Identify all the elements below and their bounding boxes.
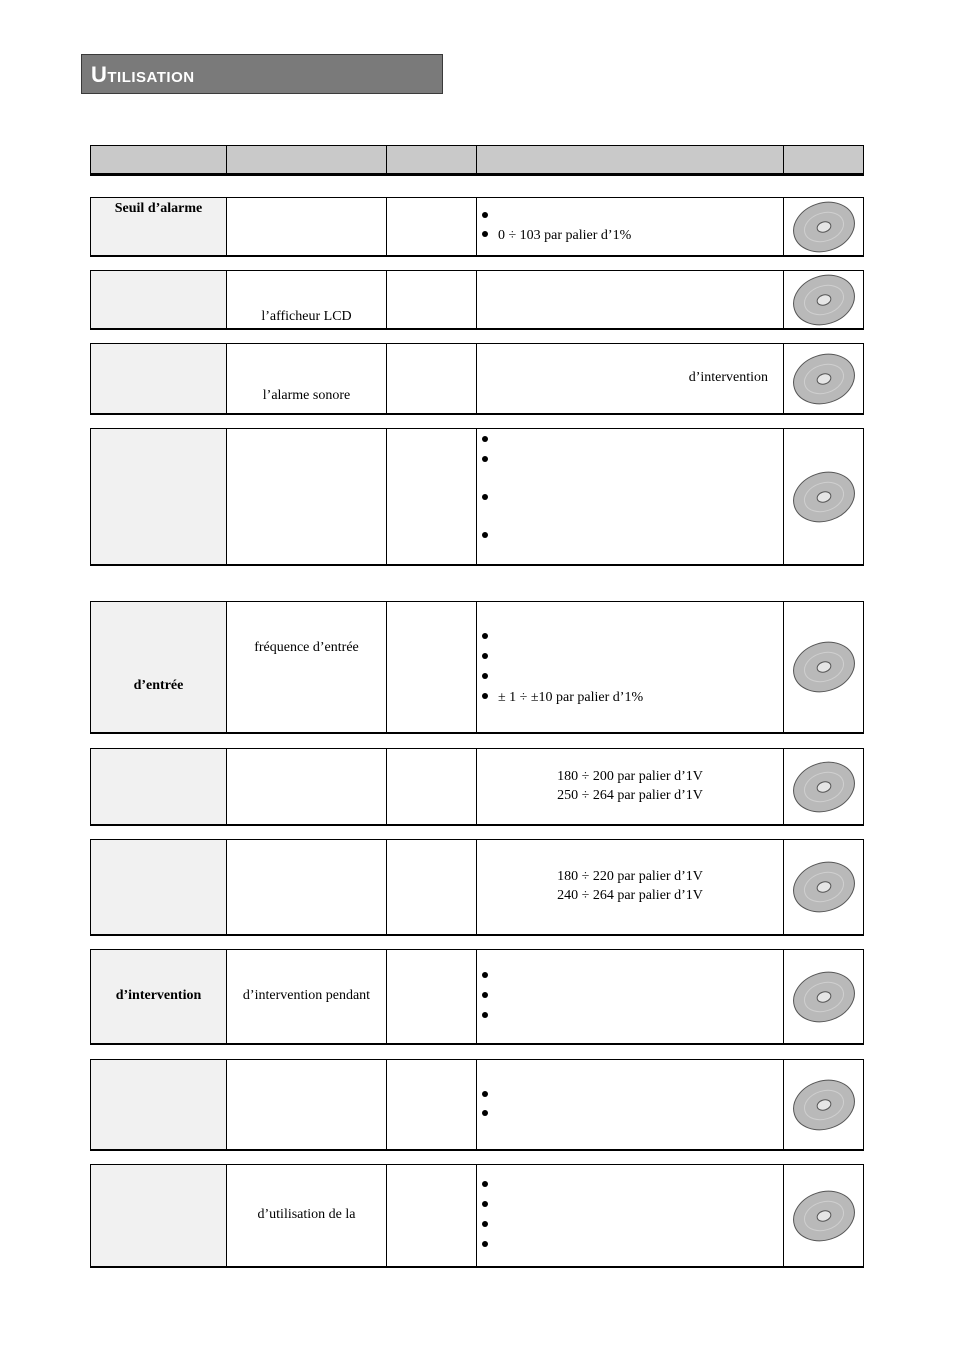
options-text: d’intervention xyxy=(688,370,768,385)
description-text: l’afficheur LCD xyxy=(261,309,352,324)
option-bullet xyxy=(482,670,498,686)
description-cell xyxy=(227,602,387,732)
cd-disc-icon xyxy=(792,970,856,1024)
options-cell xyxy=(477,198,784,255)
support-cell xyxy=(784,840,863,934)
function-cell xyxy=(91,950,227,1043)
option-bullet xyxy=(482,453,498,469)
support-cell xyxy=(784,429,863,564)
description-cell xyxy=(227,198,387,255)
table-row xyxy=(90,1059,864,1151)
header-cell-support xyxy=(784,146,863,173)
page-title: Utilisation xyxy=(81,54,443,94)
option-bullet xyxy=(482,209,498,225)
description-cell xyxy=(227,840,387,934)
support-cell xyxy=(784,1165,863,1266)
options-cell xyxy=(477,950,784,1043)
description-cell xyxy=(227,749,387,824)
table-header xyxy=(90,145,864,176)
options-cell xyxy=(477,1060,784,1149)
code-cell xyxy=(387,271,477,328)
cd-disc-icon xyxy=(792,352,856,406)
header-cell-description xyxy=(227,146,387,173)
support-cell xyxy=(784,602,863,732)
option-bullet xyxy=(482,1238,498,1254)
option-bullet: 0 ÷ 103 par palier d’1% xyxy=(482,228,631,244)
function-cell xyxy=(91,344,227,413)
cd-disc-icon xyxy=(792,760,856,814)
function-cell xyxy=(91,749,227,824)
cd-disc-icon xyxy=(792,1078,856,1132)
code-cell xyxy=(387,198,477,255)
code-cell xyxy=(387,950,477,1043)
option-bullet xyxy=(482,1088,498,1104)
table-row xyxy=(90,270,864,330)
option-bullet xyxy=(482,1009,498,1025)
code-cell xyxy=(387,344,477,413)
cd-disc-icon xyxy=(792,470,856,524)
options-cell xyxy=(477,602,784,732)
table-row xyxy=(90,1164,864,1268)
table-row xyxy=(90,343,864,415)
options-cell xyxy=(477,1165,784,1266)
option-bullet xyxy=(482,650,498,666)
function-cell xyxy=(91,1165,227,1266)
description-cell xyxy=(227,1060,387,1149)
table-row xyxy=(90,428,864,566)
support-cell xyxy=(784,749,863,824)
code-cell xyxy=(387,840,477,934)
option-bullet xyxy=(482,1178,498,1194)
support-cell xyxy=(784,344,863,413)
code-cell xyxy=(387,1165,477,1266)
description-cell xyxy=(227,271,387,328)
option-bullet xyxy=(482,1107,498,1123)
function-cell xyxy=(91,1060,227,1149)
function-cell xyxy=(91,602,227,732)
options-cell xyxy=(477,344,784,413)
table-row xyxy=(90,748,864,826)
support-cell xyxy=(784,1060,863,1149)
description-text: d’utilisation de la xyxy=(257,1207,356,1222)
cd-disc-icon xyxy=(792,200,856,254)
options-cell xyxy=(477,271,784,328)
header-cell-options xyxy=(477,146,784,173)
description-text: l’alarme sonore xyxy=(262,388,351,403)
cd-disc-icon xyxy=(792,640,856,694)
option-bullet xyxy=(482,1198,498,1214)
header-cell-code xyxy=(387,146,477,173)
function-cell xyxy=(91,271,227,328)
description-cell xyxy=(227,1165,387,1266)
table-row xyxy=(90,197,864,257)
support-cell xyxy=(784,950,863,1043)
description-cell xyxy=(227,950,387,1043)
option-bullet: ± 1 ÷ ±10 par palier d’1% xyxy=(482,690,643,706)
description-text: d’intervention pendant xyxy=(242,988,371,1003)
cd-disc-icon xyxy=(792,273,856,327)
option-bullet xyxy=(482,529,498,545)
function-label: Seuil d’alarme xyxy=(114,201,203,216)
header-cell-function xyxy=(91,146,227,173)
option-bullet xyxy=(482,630,498,646)
option-bullet xyxy=(482,433,498,449)
option-bullet xyxy=(482,1218,498,1234)
range-text: 240 ÷ 264 par palier d’1V xyxy=(557,888,703,903)
option-bullet xyxy=(482,989,498,1005)
table-row xyxy=(90,949,864,1045)
cd-disc-icon xyxy=(792,1189,856,1243)
function-cell xyxy=(91,429,227,564)
range-text: 180 ÷ 200 par palier d’1V xyxy=(557,769,703,784)
function-label: d’intervention xyxy=(115,988,202,1003)
cd-disc-icon xyxy=(792,860,856,914)
options-cell xyxy=(477,429,784,564)
support-cell xyxy=(784,198,863,255)
range-text: 180 ÷ 220 par palier d’1V xyxy=(557,869,703,884)
table-row xyxy=(90,839,864,936)
code-cell xyxy=(387,1060,477,1149)
function-cell xyxy=(91,840,227,934)
description-cell xyxy=(227,429,387,564)
code-cell xyxy=(387,602,477,732)
option-bullet xyxy=(482,969,498,985)
support-cell xyxy=(784,271,863,328)
options-cell xyxy=(477,840,784,934)
options-cell xyxy=(477,749,784,824)
function-label: d’entrée xyxy=(133,678,184,693)
function-cell xyxy=(91,198,227,255)
description-text: fréquence d’entrée xyxy=(254,640,359,655)
table-row xyxy=(90,601,864,734)
range-text: 250 ÷ 264 par palier d’1V xyxy=(557,788,703,803)
code-cell xyxy=(387,749,477,824)
code-cell xyxy=(387,429,477,564)
description-cell xyxy=(227,344,387,413)
option-bullet xyxy=(482,491,498,507)
